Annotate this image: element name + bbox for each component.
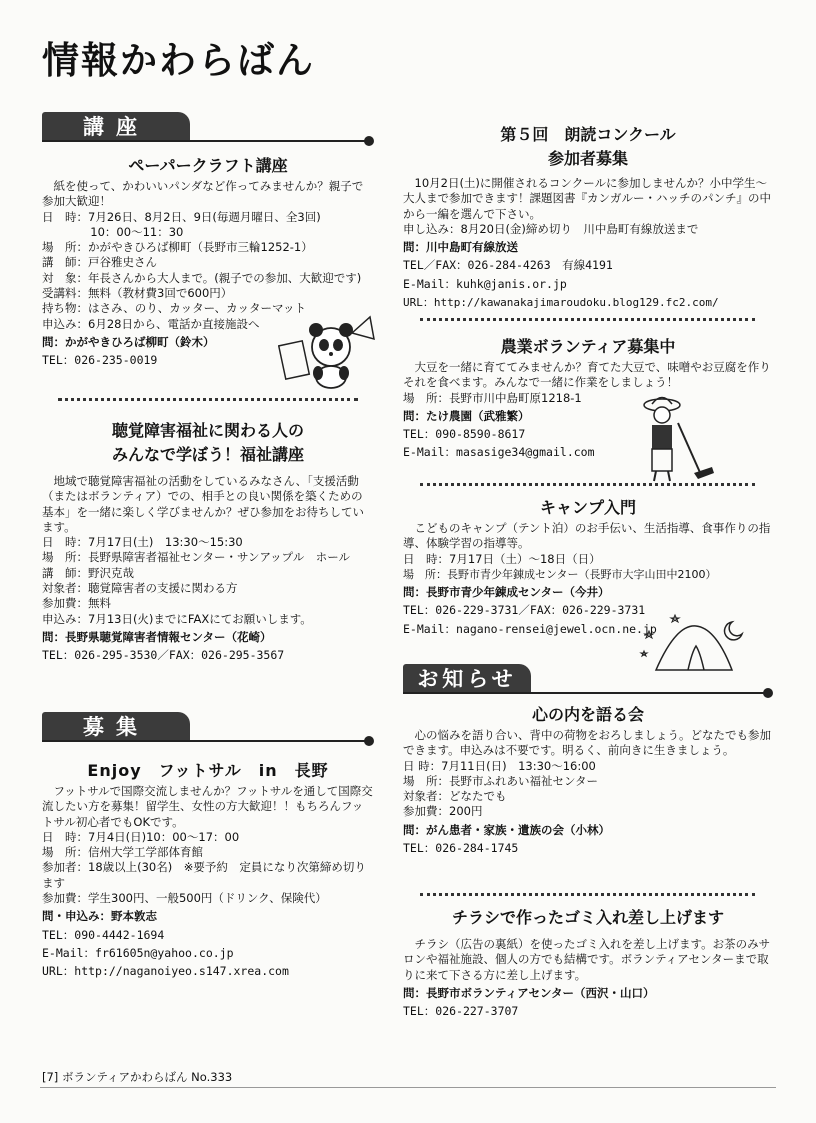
section-rule (42, 140, 366, 142)
detail-line: 場 所：長野市ふれあい福祉センター (403, 773, 599, 788)
section-rule (403, 692, 765, 694)
detail-line: 申し込み：8月20日(金)締め切り 川中島町有線放送まで (403, 221, 699, 236)
contact-line: 問：たけ農園（武雅繁） (403, 408, 530, 423)
detail-line: 対 象：年長さんから大人まで。(親子での参加、大歓迎です) (42, 270, 362, 285)
farmer-illustration-icon (628, 393, 718, 483)
email-line: E-Mail：nagano-rensei@jewel.ocn.ne.jp (403, 621, 657, 636)
camp-title: キャンプ入門 (539, 498, 636, 517)
futsal-title: Enjoy フットサル in 長野 (87, 761, 329, 780)
contact-line: 問：がん患者・家族・遺族の会（小林） (403, 822, 610, 837)
detail-line: 申込み：6月28日から、電話か直接施設へ (42, 316, 260, 331)
bullet-dot-icon (763, 688, 773, 698)
detail-line: 参加費：200円 (403, 804, 483, 819)
tel-line: TEL：026-235-0019 (42, 353, 158, 368)
page-title: 情報かわらばん (42, 39, 315, 82)
section-header-koza (42, 112, 374, 142)
section-tab-label: 講座 (42, 112, 190, 142)
contact-line: 問：長野市青少年錬成センター（今井） (403, 585, 610, 600)
detail-line: 日 時：7月4日(日)10：00～17：00 (42, 829, 240, 844)
detail-line: 対象者：どなたでも (403, 789, 507, 804)
email-line: E-Mail：kuhk@janis.or.jp (403, 276, 567, 291)
url-line: URL：http://kawanakajimaroudoku.blog129.fc2.com/ (403, 296, 719, 310)
roudoku-intro: 10月2日(土)に開催されるコンクールに参加しませんか？小中学生～大人まで参加できます！課題図書『カンガルー・ハッチのパンチ』の中から一編を選んで下さい。 (403, 176, 771, 221)
tel-line: TEL：026-295-3530／FAX：026-295-3567 (42, 648, 285, 663)
bullet-dot-icon (364, 736, 374, 746)
detail-line: 講 師：野沢克哉 (42, 565, 134, 580)
panda-illustration-icon (278, 313, 378, 391)
detail-line: 場 所：かがやきひろば柳町（長野市三輪1252-1） (42, 240, 313, 255)
futsal-block (42, 760, 374, 980)
detail-line: 場 所：長野市川中島町原1218-1 (403, 390, 582, 405)
section-divider (420, 483, 755, 486)
detail-line: 講 師：戸谷雅史さん (42, 255, 157, 270)
camp-intro: こどものキャンプ（テント泊）のお手伝い、生活指導、食事作りの指導、体験学習の指導等。 (403, 521, 771, 551)
section-header-boshu (42, 712, 374, 742)
kokoro-intro: 心の悩みを語り合い、背中の荷物をおろしましょう。どなたでも参加できます。申込みは不要です。明るく、前向きに生きましょう。 (403, 728, 771, 758)
contact-line: 問・申込み：野本敦志 (42, 909, 157, 924)
gomi-intro: チラシ（広告の裏紙）を使ったゴミ入れを差し上げます。お茶のみサロンや福祉施設、個人の方でも結構です。ボランティアセンターまで取りに来て下さる方に差し上げます。 (403, 937, 771, 982)
section-rule (42, 740, 366, 742)
roudoku-title-2: 参加者募集 (547, 149, 628, 168)
url-line: URL：http://naganoiyeo.s147.xrea.com (42, 964, 289, 979)
email-line: E-Mail：fr61605n@yahoo.co.jp (42, 945, 234, 960)
page-footer: [7] ボランティアかわらばん No.333 (42, 1070, 233, 1084)
tel-line: TEL：026-229-3731／FAX：026-229-3731 (403, 603, 646, 618)
contact-line: 問：かがやきひろば柳町（鈴木） (42, 334, 215, 349)
roudoku-title-1: 第５回 朗読コンクール (500, 125, 676, 144)
contact-line: 問：長野市ボランティアセンター（西沢・山口） (403, 985, 655, 1000)
roudoku-block (403, 124, 773, 310)
kokoro-title: 心の内を語る会 (531, 705, 644, 724)
detail-line: 場 所：長野県障害者福祉センター・サンアップル ホール (42, 550, 350, 565)
detail-line: 10：00～11：30 (90, 224, 184, 239)
hearing-course-intro: 地域で聴覚障害福祉の活動をしているみなさん、「支援活動（またはボランティア）での、相手との良い関係を築くための基本」を一緒に楽しく学びませんか？ぜひ参加をお待ちしています。 (42, 474, 364, 534)
bottom-rule (40, 1087, 776, 1088)
detail-line: 日 時：7月26日、8月2日、9日(毎週月曜日、全3回) (42, 209, 321, 224)
detail-line: 場 所：長野市青少年錬成センター（長野市大字山田中2100） (403, 567, 717, 581)
detail-line: 受講料：無料（教材費3回で600円） (42, 286, 233, 301)
gomi-title: チラシで作ったゴミ入れ差し上げます (451, 908, 724, 927)
paper-craft-intro: 紙を使って、かわいいパンダなど作ってみませんか？親子で参加大歓迎！ (42, 179, 364, 209)
detail-line: 対象者：聴覚障害者の支援に関わる方 (42, 581, 238, 596)
section-divider (420, 318, 755, 321)
hearing-course-title-2: みんなで学ぼう！福祉講座 (111, 445, 304, 464)
bullet-dot-icon (364, 136, 374, 146)
contact-line: 問：川中島町有線放送 (403, 240, 518, 255)
section-header-oshirase (403, 664, 773, 694)
detail-line: 申込み：7月13日(火)までにFAXにてお願いします。 (42, 611, 312, 626)
tel-line: TEL：026-284-1745 (403, 841, 519, 856)
section-divider (420, 893, 755, 896)
detail-line: 日 時：7月17日（土）～18日（日） (403, 551, 601, 566)
detail-line: 参加費：学生300円、一般500円（ドリンク、保険代） (42, 891, 327, 906)
section-tab-label: 募集 (42, 712, 190, 742)
gomi-block (403, 907, 773, 1019)
tel-line: TEL：090-4442-1694 (42, 927, 165, 942)
section-tab-label: お知らせ (403, 664, 531, 694)
hearing-course-block (42, 420, 374, 664)
kokoro-block (403, 704, 773, 856)
tel-line: TEL：026-227-3707 (403, 1004, 519, 1019)
tel-line: TEL／FAX：026-284-4263 有線4191 (403, 258, 613, 273)
farm-title: 農業ボランティア募集中 (500, 337, 676, 356)
detail-line: 場 所：信州大学工学部体育館 (42, 845, 203, 860)
futsal-intro: フットサルで国際交流しませんか？フットサルを通して国際交流したい方を募集！留学生、女性の方大歓迎！！もちろんフットサル初心者でもOKです。 (42, 784, 373, 829)
contact-line: 問：長野県聴覚障害者情報センター（花崎） (42, 629, 272, 644)
detail-line: 参加費：無料 (42, 596, 111, 611)
farm-intro: 大豆を一緒に育ててみませんか？育てた大豆で、味噌やお豆腐を作りそれを食べます。みんなで一緒に作業をしましょう！ (403, 360, 771, 390)
section-divider (58, 398, 358, 401)
detail-line: 日 時：7月17日(土) 13:30～15:30 (42, 535, 243, 550)
hearing-course-title-1: 聴覚障害福祉に関わる人の (111, 421, 304, 440)
detail-line: 日 時：7月11日(日) 13:30～16:00 (403, 758, 596, 773)
paper-craft-title: ペーパークラフト講座 (128, 156, 288, 175)
detail-line: 参加者：18歳以上(30名) ※要予約 定員になり次第締め切ります (42, 860, 366, 890)
tel-line: TEL：090-8590-8617 (403, 427, 526, 442)
detail-line: 持ち物：はさみ、のり、カッター、カッターマット (42, 301, 307, 316)
email-line: E-Mail：masasige34@gmail.com (403, 445, 595, 460)
